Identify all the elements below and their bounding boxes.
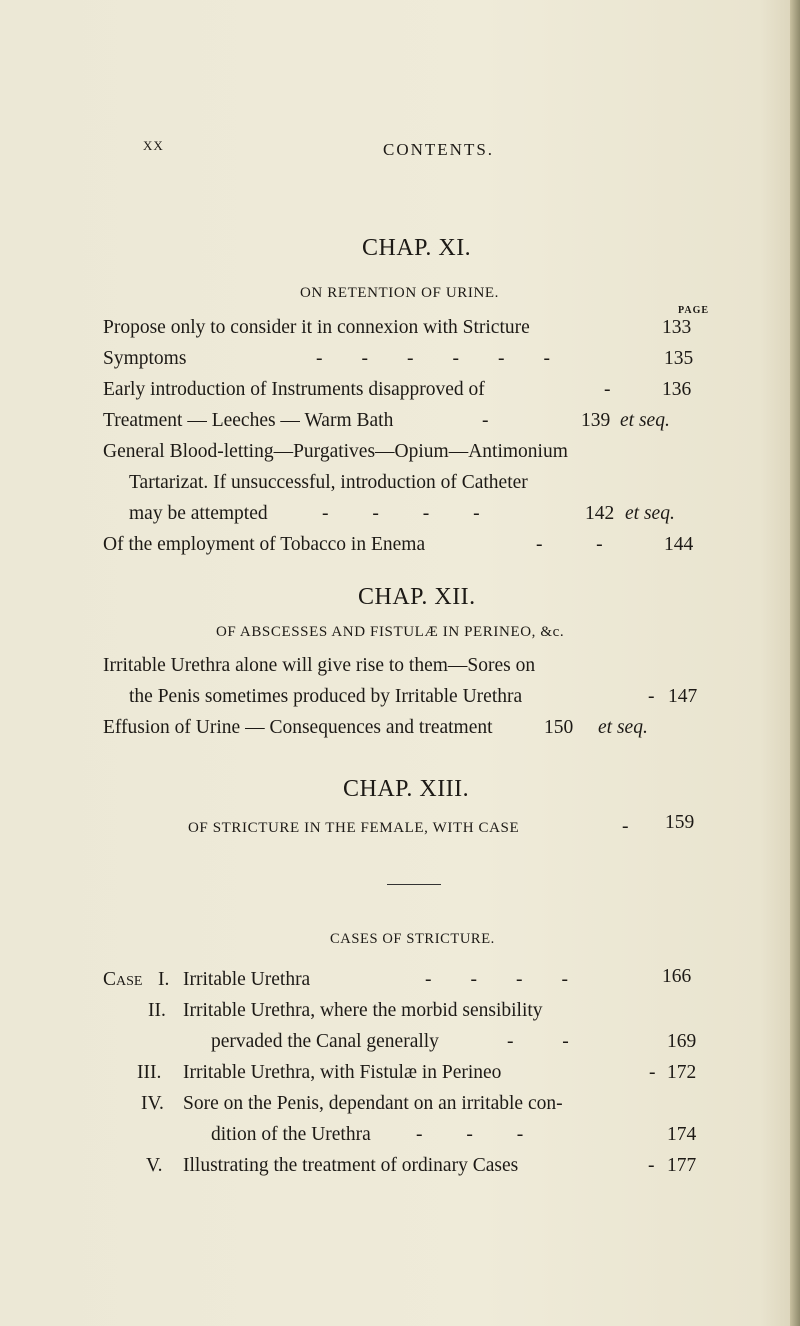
case-entry-text: Illustrating the treatment of ordinary Cases	[183, 1155, 519, 1176]
case-numeral: I.	[158, 969, 170, 990]
toc-leader-dashes: -	[622, 816, 629, 837]
case-numeral: V.	[146, 1155, 163, 1176]
running-head-page-number: XX	[143, 138, 164, 153]
page-column-label: PAGE	[678, 305, 710, 316]
toc-leader-dashes: -	[648, 1155, 655, 1176]
chapter-subtitle: OF STRICTURE IN THE FEMALE, WITH CASE	[188, 820, 520, 836]
toc-leader-dashes: - -	[536, 534, 603, 555]
section-divider	[387, 884, 441, 885]
toc-entry-page: 166	[662, 966, 692, 987]
toc-entry-text: the Penis sometimes produced by Irritable Urethra	[129, 686, 523, 707]
toc-entry-page: 174	[667, 1124, 697, 1145]
case-numeral: II.	[148, 1000, 166, 1021]
toc-leader-dashes: - - - -	[322, 503, 480, 524]
toc-entry-text: Effusion of Urine — Consequences and treatment	[103, 717, 493, 738]
toc-entry-page: 135	[664, 348, 694, 369]
case-entry-text: Irritable Urethra	[183, 969, 311, 990]
toc-leader-dashes: -	[604, 379, 611, 400]
chapter-subtitle: OF ABSCESSES AND FISTULÆ IN PERINEO, &c.	[216, 624, 565, 640]
toc-entry-page: 172	[667, 1062, 697, 1083]
toc-leader-dashes: - - - -	[425, 969, 568, 990]
toc-entry-text: Symptoms	[103, 348, 187, 369]
toc-entry-text: Propose only to consider it in connexion with Stricture	[103, 317, 530, 338]
toc-entry-page: 150	[544, 717, 574, 738]
cases-heading: CASES OF STRICTURE.	[330, 931, 495, 947]
case-numeral: IV.	[141, 1093, 164, 1114]
toc-leader-dashes: -	[482, 410, 489, 431]
running-head-title: CONTENTS.	[383, 140, 495, 159]
case-entry-text: Irritable Urethra, with Fistulæ in Perineo	[183, 1062, 502, 1083]
toc-leader-dashes: - - -	[416, 1124, 524, 1145]
toc-entry-page: 139	[581, 410, 611, 431]
toc-entry-text: Irritable Urethra alone will give rise to them—Sores on	[103, 655, 536, 676]
case-numeral: III.	[137, 1062, 162, 1083]
toc-entry-page: 147	[668, 686, 698, 707]
toc-leader-dashes: - -	[507, 1031, 569, 1052]
toc-entry-et-seq: et seq.	[598, 717, 648, 738]
case-entry-text: dition of the Urethra	[211, 1124, 371, 1145]
chapter-heading: CHAP. XIII.	[343, 776, 470, 802]
toc-entry-text: Of the employment of Tobacco in Enema	[103, 534, 426, 555]
case-label: Case	[103, 969, 143, 990]
toc-entry-page: 177	[667, 1155, 697, 1176]
toc-entry-page: 144	[664, 534, 694, 555]
toc-entry-et-seq: et seq.	[625, 503, 675, 524]
toc-entry-page: 169	[667, 1031, 697, 1052]
toc-entry-text: Treatment — Leeches — Warm Bath	[103, 410, 394, 431]
toc-entry-text: Early introduction of Instruments disapproved of	[103, 379, 485, 400]
chapter-heading: CHAP. XI.	[362, 235, 472, 261]
toc-leader-dashes: -	[649, 1062, 656, 1083]
case-entry-text: Irritable Urethra, where the morbid sensibility	[183, 1000, 543, 1021]
chapter-heading: CHAP. XII.	[358, 584, 476, 610]
toc-entry-text: General Blood-letting—Purgatives—Opium—Antimonium	[103, 441, 568, 462]
toc-leader-dashes: - - - - - -	[316, 348, 550, 369]
page-edge	[790, 0, 800, 1326]
toc-entry-et-seq: et seq.	[620, 410, 670, 431]
toc-leader-dashes: -	[648, 686, 655, 707]
toc-entry-page: 136	[662, 379, 692, 400]
toc-entry-page: 133	[662, 317, 692, 338]
case-entry-text: Sore on the Penis, dependant on an irritable con-	[183, 1093, 563, 1114]
toc-entry-text: may be attempted	[129, 503, 268, 524]
case-entry-text: pervaded the Canal generally	[211, 1031, 439, 1052]
toc-entry-text: Tartarizat. If unsuccessful, introduction of Catheter	[129, 472, 528, 493]
toc-entry-page: 159	[665, 812, 695, 833]
chapter-subtitle: ON RETENTION OF URINE.	[300, 285, 500, 301]
toc-entry-page: 142	[585, 503, 615, 524]
